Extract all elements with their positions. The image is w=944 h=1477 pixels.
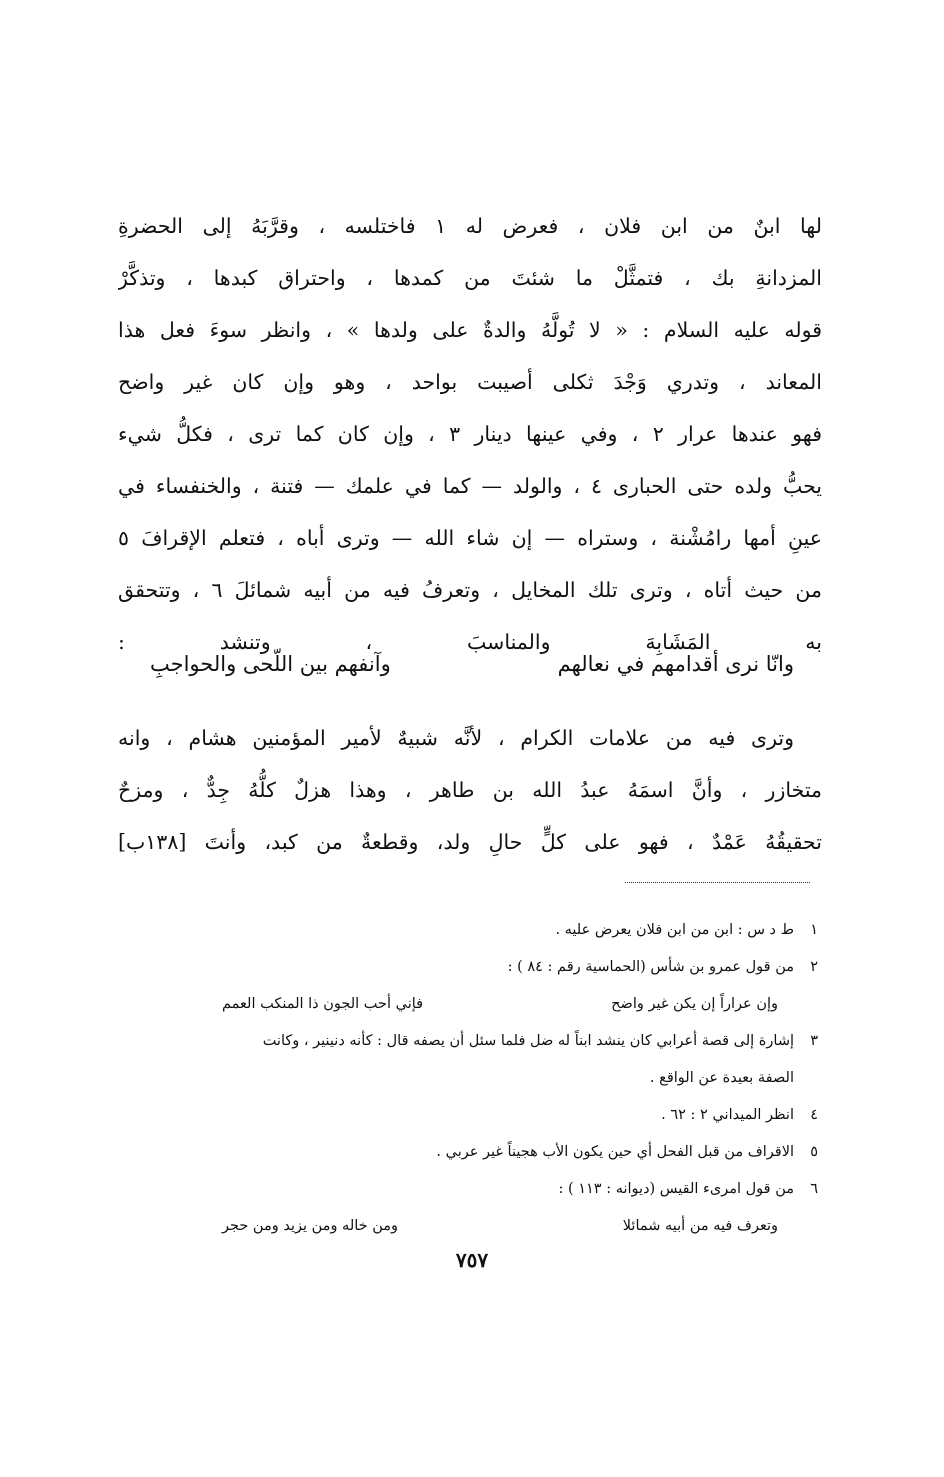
footnote-separator bbox=[625, 882, 810, 883]
text-line: تحقيقُهُ عَمْدٌ ، فهو على كلٍّ حالِ ولد، وقطعةٌ من كبد، وأنتَ [١٣٨ب] bbox=[118, 830, 822, 854]
footnote-1 bbox=[122, 912, 818, 949]
footnote-text: الاقراف من قبل الفحل أي حين يكون الأب هجيناً غير عربي . bbox=[436, 1144, 794, 1160]
footnote-verse-second: فإني أحب الجون ذا المنكب العمم bbox=[222, 996, 424, 1012]
footnote-text: من قول امرىء القيس (ديوانه : ١١٣ ) : bbox=[558, 1181, 794, 1197]
footnote-3-continuation: الصفة بعيدة عن الواقع . bbox=[649, 1070, 794, 1086]
footnote-5 bbox=[122, 1134, 818, 1171]
footnote-number: ١ bbox=[810, 922, 818, 938]
footnote-verse-first: وتعرف فيه من أبيه شمائلا bbox=[622, 1218, 778, 1234]
footnote-4 bbox=[122, 1097, 818, 1134]
footnotes bbox=[122, 912, 818, 1245]
main-text-block bbox=[118, 200, 822, 668]
text-line: من حيث أتاه ، وترى تلك المخايل ، وتعرفُ فيه من أبيه شمائلَ ٦ ، وتتحقق bbox=[118, 578, 822, 602]
footnote-text: من قول عمرو بن شأس (الحماسية رقم : ٨٤ ) : bbox=[507, 959, 794, 975]
footnote-2 bbox=[122, 949, 818, 986]
verse-first-hemistich: وانّا نرى أقدامهم في نعالهم bbox=[557, 652, 794, 676]
text-line: المزدانةِ بك ، فتمثَّلْ ما شئتَ من كمدها ، واحتراق كبدها ، وتذكَّرْ bbox=[118, 266, 822, 290]
footnote-number: ٦ bbox=[810, 1181, 818, 1197]
text-line: فهو عندها عرار ٢ ، وفي عينها دينار ٣ ، وإن كان كما ترى ، فكلُّ شيء bbox=[118, 422, 822, 446]
footnote-verse-first: وإن عراراً إن يكن غير واضح bbox=[611, 996, 778, 1012]
text-line: وترى فيه من علامات الكرام ، لأنَّه شبيهٌ لأمير المؤمنين هشام ، وانه bbox=[118, 726, 794, 750]
footnote-number: ٤ bbox=[810, 1107, 818, 1123]
text-line: متخازر ، وأنَّ اسمَهُ عبدُ الله بن طاهر ، وهذا هزلٌ كلُّهُ جِدٌّ ، ومزحٌ bbox=[118, 778, 822, 802]
text-line: المعاند ، وتدري وَجْدَ ثكلى أصيبت بواحد ، وهو وإن كان غير واضح bbox=[118, 370, 822, 394]
page-number: ٧٥٧ bbox=[455, 1248, 489, 1272]
main-text-block-2 bbox=[118, 712, 822, 868]
text-line: عينِ أمها رامُشْنة ، وستراه — إن شاء الله — وترى أباه ، فتعلم الإقرافَ ٥ bbox=[118, 526, 822, 550]
text-line: به المَشَابِهَ والمناسبَ ، وتنشد : bbox=[118, 630, 822, 654]
footnote-3 bbox=[122, 1023, 818, 1060]
footnote-number: ٥ bbox=[810, 1144, 818, 1160]
footnote-number: ٢ bbox=[810, 959, 818, 975]
text-line: يحبُّ ولده حتى الحبارى ٤ ، والولد — كما في علمك — فتنة ، والخنفساء في bbox=[118, 474, 822, 498]
footnote-6-verse bbox=[122, 1208, 818, 1245]
verse-second-hemistich: وآنفهم بين اللّحى والحواجبِ bbox=[150, 652, 391, 676]
text-line: قوله عليه السلام : « لا تُولَّهُ والدةٌ على ولدها » ، وانظر سوءَ فعل هذا bbox=[118, 318, 822, 342]
text-line: لها ابنٌ من ابن فلان ، فعرض له ١ فاختلسه ، وقرَّبَهُ إلى الحضرةِ bbox=[118, 214, 822, 238]
footnote-verse-second: ومن خاله ومن يزيد ومن حجر bbox=[222, 1218, 399, 1234]
footnote-2-verse bbox=[122, 986, 818, 1023]
poem-verse bbox=[150, 640, 794, 688]
footnote-text: انظر الميداني ٢ : ٦٢ . bbox=[661, 1107, 794, 1123]
footnote-6 bbox=[122, 1171, 818, 1208]
footnote-number: ٣ bbox=[810, 1033, 818, 1049]
footnote-text: إشارة إلى قصة أعرابي كان ينشد ابناً له ضل فلما سئل أن يصفه قال : كأنه دنينير ، وكانت bbox=[262, 1033, 794, 1049]
footnote-text: ط د س : ابن من ابن فلان يعرض عليه . bbox=[555, 922, 794, 938]
